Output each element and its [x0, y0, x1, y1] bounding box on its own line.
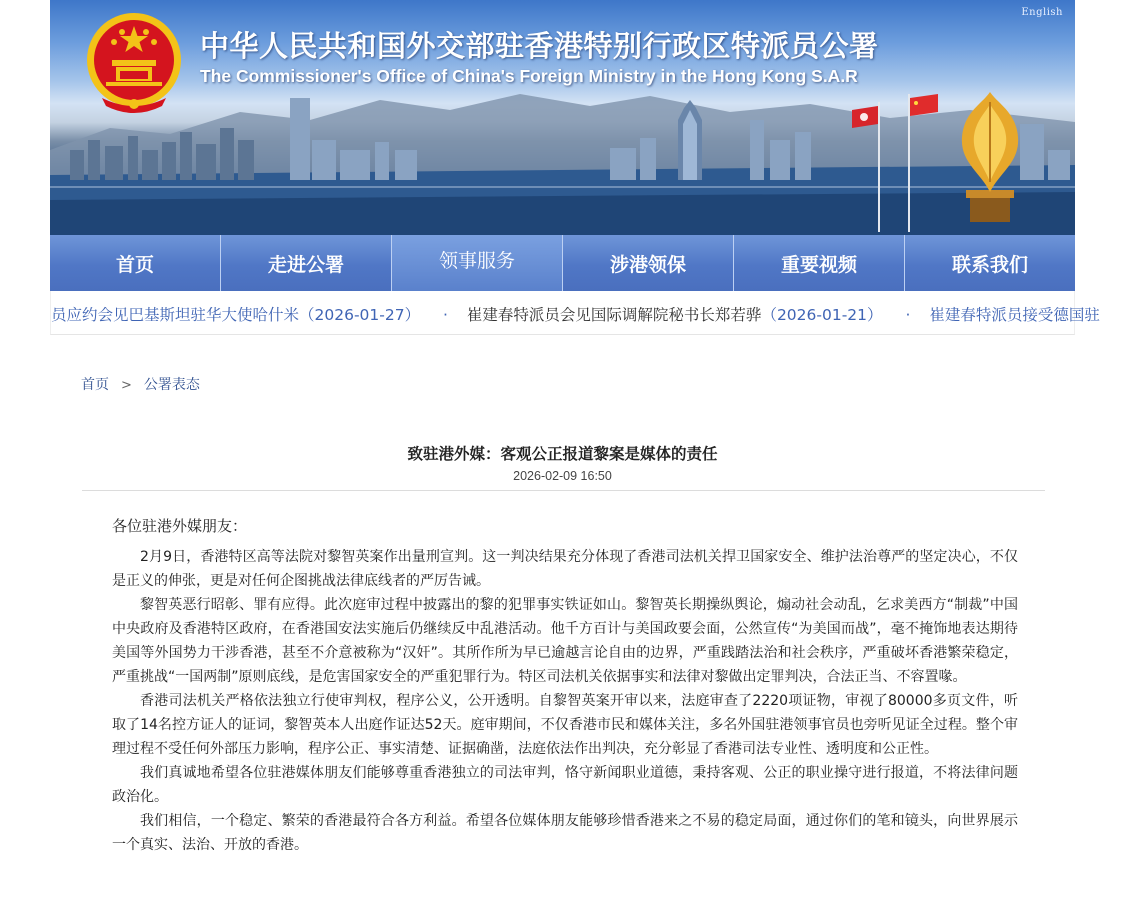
ticker-item[interactable] — [462, 306, 887, 324]
article-body — [112, 545, 1018, 857]
nav-consular-protection[interactable]: 涉港领保 — [563, 235, 734, 291]
divider — [82, 490, 1045, 491]
national-emblem — [84, 10, 184, 118]
ticker-item[interactable] — [51, 306, 425, 324]
header-banner — [50, 0, 1075, 235]
site-title-en: The Commissioner's Office of China's Foreign Ministry in the Hong Kong S.A.R — [200, 66, 858, 86]
ticker-item-date: （2026-01-21） — [761, 306, 883, 324]
article-greeting: 各位驻港外媒朋友： — [112, 517, 248, 535]
english-link[interactable]: English — [1021, 7, 1063, 18]
breadcrumb-home[interactable]: 首页 — [81, 377, 109, 393]
ticker-item[interactable] — [924, 306, 1099, 324]
article-paragraph: 2月9日，香港特区高等法院对黎智英案作出量刑宣判。这一判决结果充分体现了香港司法机关捍卫国家安全、维护法治尊严的坚定决心，不仅是正义的伸张，更是对任何企图挑战法律底线者的严厉告诫。 — [112, 549, 1018, 589]
golden-bauhinia-icon — [940, 82, 1040, 222]
nav-videos[interactable]: 重要视频 — [734, 235, 905, 291]
article-paragraph: 我们真诚地希望各位驻港媒体朋友们能够尊重香港独立的司法审判，恪守新闻职业道德，秉持客观、公正的职业操守进行报道，不将法律问题政治化。 — [112, 765, 1018, 805]
nav-about[interactable]: 走进公署 — [221, 235, 392, 291]
ticker-item-title: 员应约会见巴基斯坦驻华大使哈什米 — [51, 306, 300, 324]
main-nav — [50, 235, 1075, 291]
chevron-right-icon: > — [121, 378, 132, 393]
ticker-separator: · — [905, 306, 911, 324]
nav-home[interactable]: 首页 — [50, 235, 221, 291]
article-title: 致驻港外媒：客观公正报道黎案是媒体的责任 — [407, 445, 718, 463]
nav-consular-services[interactable]: 领事服务 — [392, 235, 563, 291]
site-title-zh: 中华人民共和国外交部驻香港特别行政区特派员公署 — [200, 29, 879, 63]
breadcrumb-section[interactable]: 公署表态 — [143, 377, 200, 393]
article-paragraph: 香港司法机关严格依法独立行使审判权，程序公义，公开透明。自黎智英案开审以来，法庭审查了2220项证物，审视了80000多页文件，听取了14名控方证人的证词，黎智英本人出庭作证达52天。庭审期间，不仅香港市民和媒体关注，多名外国驻港领事官员也旁听见证全过程。整个审理过程不受任何外部压力影响，程序公正、事实清楚、证据确凿，法庭依法作出判决，充分彰显了香港司法专业性、透明度和公正性。 — [112, 693, 1018, 757]
ticker-item-title: 崔建春特派员会见国际调解院秘书长郑若骅 — [466, 306, 762, 324]
article-date: 2026-02-09 16:50 — [513, 469, 612, 483]
ticker-separator: · — [443, 306, 448, 324]
nav-contact[interactable]: 联系我们 — [951, 253, 1028, 276]
article-paragraph: 黎智英恶行昭彰、罪有应得。此次庭审过程中披露出的黎的犯罪事实铁证如山。黎智英长期操纵舆论，煽动社会动乱，乞求美西方“制裁”中国中央政府及香港特区政府，在香港国安法实施后仍继续反中乱港活动。他千方百计与美国政要会面，公然宣传“为美国而战”，毫不掩饰地表达期待美国等外国势力干涉香港，甚至不介意被称为“汉奸”。其所作所为早已逾越言论自由的边界，严重践踏法治和社会秩序，严重破坏香港繁荣稳定，严重挑战“一国两制”原则底线，是危害国家安全的严重犯罪行为。特区司法机关依据事实和法律对黎做出定罪判决，合法正当、不容置喙。 — [112, 597, 1018, 685]
breadcrumb — [81, 374, 200, 394]
article-paragraph: 我们相信，一个稳定、繁荣的香港最符合各方利益。希望各位媒体朋友能够珍惜香港来之不易的稳定局面，通过你们的笔和镜头，向世界展示一个真实、法治、开放的香港。 — [112, 813, 1018, 853]
ticker-item-title: 崔建春特派员接受德国驻 — [929, 306, 1100, 324]
ticker-item-date: （2026-01-27） — [299, 306, 421, 324]
news-ticker — [50, 291, 1100, 335]
flags-icon — [860, 92, 940, 232]
